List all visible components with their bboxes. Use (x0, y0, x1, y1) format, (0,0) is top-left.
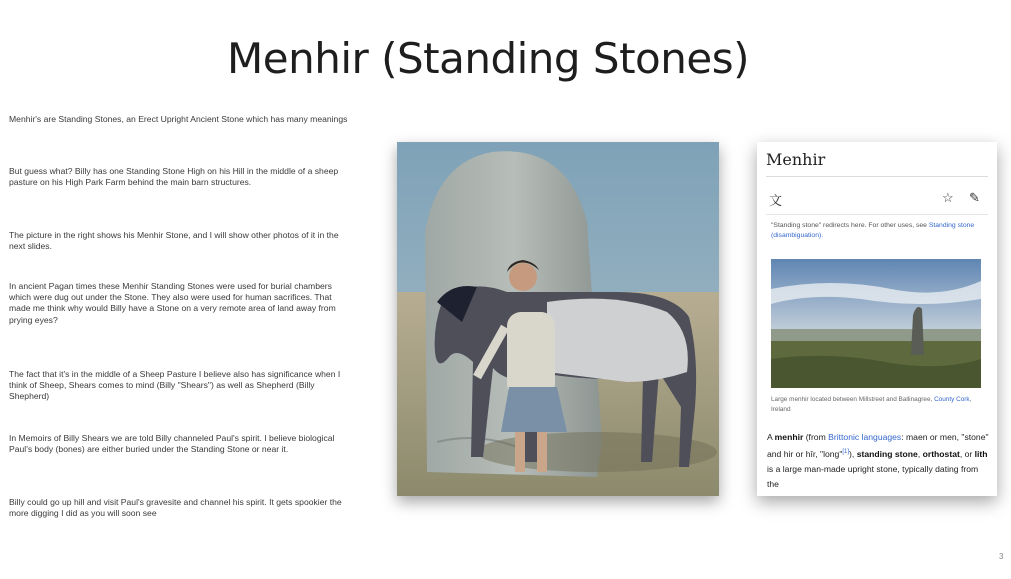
paragraph-7: Billy could go up hill and visit Paul's gravesite and channel his spirit. It gets spookier the more digging I did as you will soon see (9, 497, 342, 519)
star-icon[interactable]: ☆ (942, 190, 954, 205)
wiki-intro (767, 430, 991, 492)
wiki-menhir-image (771, 259, 981, 388)
disambiguation-link[interactable]: Standing stone (disambiguation). (771, 222, 975, 239)
caption-end: , Ireland (771, 396, 972, 413)
intro-text: is a large man-made upright stone, typically dating from the (767, 463, 979, 489)
paragraph-4: In ancient Pagan times these Menhir Standing Stones were used for burial chambers which were dug out under the Stone. They also were used for human sacrifices. That made me think why would Billy have a Stone on a very remote area of land away from prying eyes? (9, 281, 336, 325)
intro-term: standing stone (856, 448, 918, 459)
brittonic-languages-link[interactable]: Brittonic languages (828, 432, 902, 442)
intro-term: lith (974, 448, 988, 459)
wiki-note-divider (766, 214, 988, 215)
wiki-title: Menhir (766, 150, 826, 169)
intro-text: , (917, 448, 923, 459)
intro-text: ), (849, 448, 857, 459)
pencil-icon[interactable]: ✎ (969, 190, 980, 205)
hatnote-text: "Standing stone" redirects here. For other uses, see (771, 222, 927, 229)
reference-link[interactable]: [1] (842, 449, 850, 455)
image-caption (771, 395, 981, 414)
intro-text: A (767, 432, 775, 442)
intro-text: : maen or men, "stone" and hir or hîr, "long" (767, 432, 989, 459)
paragraph-5: The fact that it's in the middle of a Sheep Pasture I believe also has significance when I think of Sheep, Shears comes to mind (Billy "Shears") as well as Shepherd (Billy Shepherd) (9, 369, 341, 402)
hatnote (771, 221, 981, 241)
menhir-photo (397, 142, 719, 496)
intro-text: (from (803, 432, 829, 442)
wikipedia-card (757, 142, 997, 496)
county-cork-link[interactable]: County Cork (934, 396, 970, 403)
paragraph-3: The picture in the right shows his Menhir Stone, and I will show other photos of it in the next slides. (9, 230, 339, 252)
slide-title: Menhir (Standing Stones) (227, 34, 749, 83)
translate-icon[interactable]: 文 (769, 193, 783, 208)
paragraph-6: In Memoirs of Billy Shears we are told Billy channeled Paul's spirit. I believe biological Paul's body (bones) are either buried under the Standing Stone or near it. (9, 433, 335, 455)
intro-term: menhir (774, 432, 804, 442)
paragraph-1: Menhir's are Standing Stones, an Erect Upright Ancient Stone which has many meanings (9, 114, 348, 124)
paragraph-2: But guess what? Billy has one Standing Stone High on his Hill in the middle of a sheep pasture on his High Park Farm behind the main barn structures. (9, 166, 339, 188)
intro-text: , or (959, 448, 975, 459)
intro-term: orthostat (922, 448, 960, 459)
caption-text: Large menhir located between Millstreet and Ballinagree, (771, 396, 933, 403)
slide-number: 3 (999, 552, 1004, 561)
wiki-title-divider (766, 176, 988, 177)
